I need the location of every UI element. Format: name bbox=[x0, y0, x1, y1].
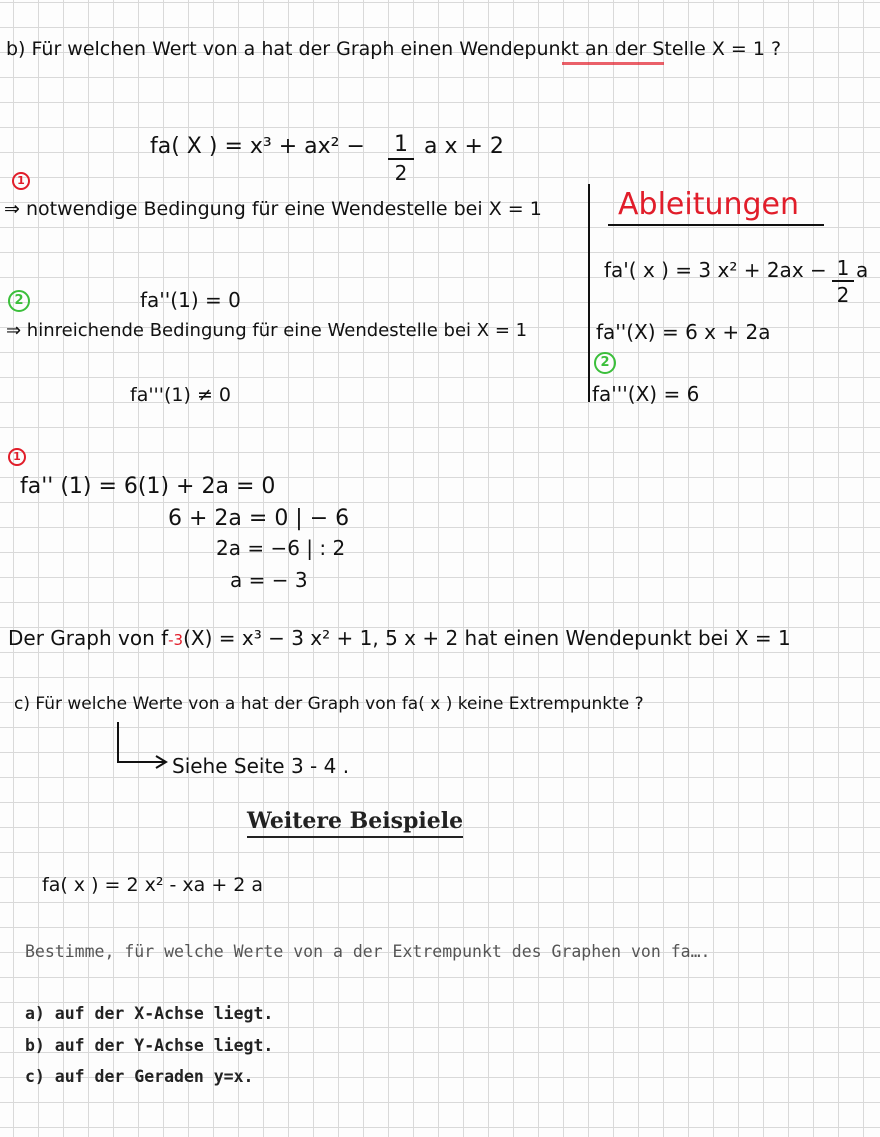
function-fa-prefix: fa( X ) = x³ + ax² − bbox=[150, 134, 365, 159]
second-derivative: fa''(X) = 6 x + 2a bbox=[596, 320, 771, 344]
example-item-c: c) auf der Geraden y=x. bbox=[25, 1067, 254, 1086]
example-instruction: Bestimme, für welche Werte von a der Extrempunkt des Graphen von fa…. bbox=[25, 942, 711, 961]
third-derivative: fa'''(X) = 6 bbox=[592, 382, 700, 406]
solution-line-4: a = − 3 bbox=[230, 568, 308, 592]
function-fraction-den: 2 bbox=[394, 161, 408, 185]
solution-line-1: fa'' (1) = 6(1) + 2a = 0 bbox=[20, 474, 276, 499]
conclusion-before: Der Graph von f bbox=[8, 626, 169, 650]
function-fraction-bar bbox=[388, 158, 414, 160]
function-fa-suffix: a x + 2 bbox=[424, 134, 504, 159]
derivatives-title-underline bbox=[608, 224, 824, 226]
step-marker-2: 2 bbox=[8, 290, 30, 312]
solution-marker-1: 1 bbox=[8, 448, 26, 466]
reference-arrow-icon bbox=[112, 720, 172, 770]
conclusion-after: (X) = x³ − 3 x² + 1, 5 x + 2 hat einen Wendepunkt bei X = 1 bbox=[183, 626, 791, 650]
derivatives-marker-2: 2 bbox=[594, 352, 616, 374]
first-derivative-fraction-den: 2 bbox=[836, 283, 850, 307]
wendepunkt-underline bbox=[562, 62, 664, 65]
solution-line-3: 2a = −6 | : 2 bbox=[216, 536, 346, 560]
solution-line-2: 6 + 2a = 0 | − 6 bbox=[168, 506, 350, 531]
example-item-a: a) auf der X-Achse liegt. bbox=[25, 1004, 274, 1023]
sufficient-inequation: fa'''(1) ≠ 0 bbox=[130, 384, 232, 406]
examples-heading: Weitere Beispiele bbox=[247, 808, 463, 838]
conclusion bbox=[8, 628, 791, 648]
example-item-b: b) auf der Y-Achse liegt. bbox=[25, 1036, 274, 1055]
example-function: fa( x ) = 2 x² - xa + 2 a bbox=[42, 874, 264, 896]
function-fraction-num: 1 bbox=[394, 132, 408, 157]
sufficient-condition: ⇒ hinreichende Bedingung für eine Wendestelle bei X = 1 bbox=[6, 320, 528, 341]
question-b: b) Für welchen Wert von a hat der Graph einen Wendepunkt an der Stelle X = 1 ? bbox=[6, 38, 782, 60]
question-c: c) Für welche Werte von a hat der Graph von fa( x ) keine Extrempunkte ? bbox=[14, 694, 644, 714]
necessary-condition: ⇒ notwendige Bedingung für eine Wendestelle bei X = 1 bbox=[4, 198, 542, 220]
function-fraction bbox=[388, 134, 414, 183]
first-derivative-fraction bbox=[832, 258, 854, 305]
derivatives-title: Ableitungen bbox=[618, 187, 799, 222]
first-derivative-suffix: a bbox=[856, 258, 869, 282]
first-derivative-fraction-num: 1 bbox=[836, 256, 850, 280]
conclusion-red-subscript: -3 bbox=[168, 631, 184, 649]
necessary-equation: fa''(1) = 0 bbox=[140, 288, 241, 312]
step-marker-1: 1 bbox=[12, 172, 30, 190]
reference-text: Siehe Seite 3 - 4 . bbox=[172, 754, 350, 778]
first-derivative-prefix: fa'( x ) = 3 x² + 2ax − bbox=[604, 258, 827, 282]
first-derivative-fraction-bar bbox=[832, 280, 854, 282]
derivatives-divider bbox=[588, 184, 590, 402]
